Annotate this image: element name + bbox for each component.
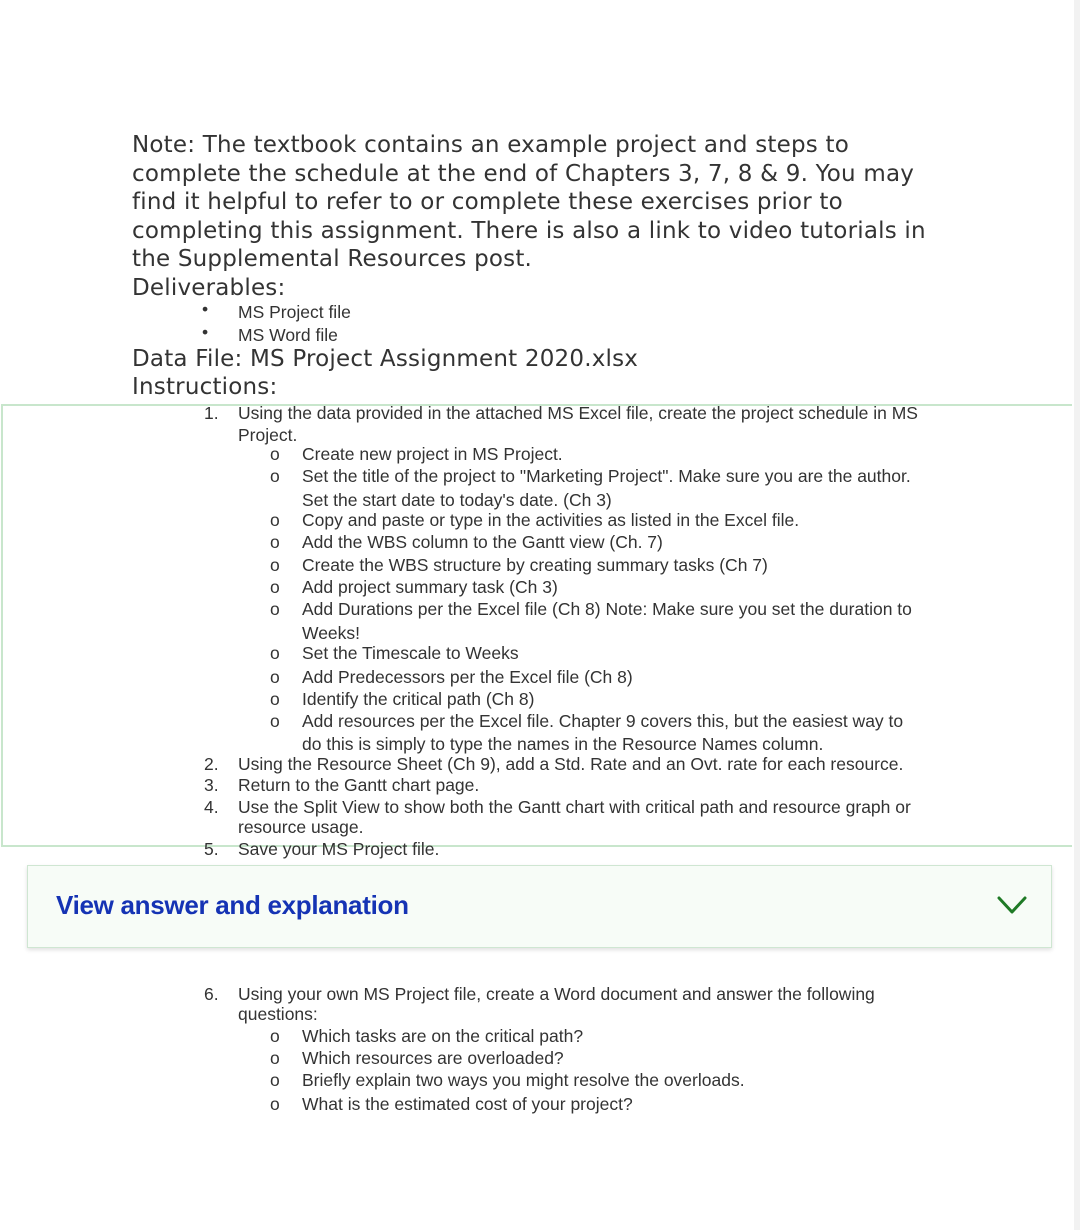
instructions-heading: Instructions:: [132, 374, 278, 400]
sub-marker: o: [270, 532, 280, 552]
sub-text-cont: do this is simply to type the names in the Resource Names column.: [302, 734, 824, 754]
step-number: 2.: [204, 754, 219, 774]
sub-text: Add Predecessors per the Excel file (Ch 8): [302, 667, 633, 687]
sub-text-cont: Set the start date to today's date. (Ch 3): [302, 490, 612, 510]
page-scrollbar[interactable]: [1074, 0, 1080, 1230]
view-answer-button[interactable]: [27, 865, 1052, 948]
bullet-marker: •: [202, 299, 209, 319]
step-text: Return to the Gantt chart page.: [238, 775, 480, 795]
sub-marker: o: [270, 577, 280, 597]
sub-marker: o: [270, 1026, 280, 1046]
step-number: 3.: [204, 775, 219, 795]
sub-text: Identify the critical path (Ch 8): [302, 689, 535, 709]
sub-text: Copy and paste or type in the activities as listed in the Excel file.: [302, 510, 800, 530]
sub-marker: o: [270, 1048, 280, 1068]
note-paragraph: Note: The textbook contains an example project and steps to complete the schedule at the end of Chapters 3, 7, 8 & 9. You may find it helpful to refer to or complete these exercises prior to completing this assignment. There is also a link to video tutorials in the Supplemental Resources post.: [132, 132, 926, 272]
step-number: 4.: [204, 797, 219, 817]
deliverables-heading: Deliverables:: [132, 274, 286, 301]
sub-marker: o: [270, 555, 280, 575]
sub-text: Briefly explain two ways you might resolve the overloads.: [302, 1070, 745, 1090]
step-number: 5.: [204, 839, 219, 859]
step-text: Using your own MS Project file, create a Word document and answer the following: [238, 984, 875, 1004]
step-text-cont: questions:: [238, 1004, 318, 1024]
step-text: Using the Resource Sheet (Ch 9), add a Std. Rate and an Ovt. rate for each resource.: [238, 754, 904, 774]
sub-marker: o: [270, 510, 280, 530]
sub-marker: o: [270, 643, 280, 663]
data-file-heading: Data File: MS Project Assignment 2020.xlsx: [132, 346, 639, 372]
document-body: [132, 131, 952, 302]
sub-marker: o: [270, 689, 280, 709]
sub-marker: o: [270, 599, 280, 619]
sub-marker: o: [270, 711, 280, 731]
chevron-down-icon: [997, 895, 1027, 915]
bullet-marker: •: [202, 322, 209, 342]
step-text: Use the Split View to show both the Gantt chart with critical path and resource graph or: [238, 797, 911, 817]
sub-text-cont: Weeks!: [302, 623, 361, 643]
sub-text: Add resources per the Excel file. Chapter 9 covers this, but the easiest way to: [302, 711, 904, 731]
sub-text: Create new project in MS Project.: [302, 444, 563, 464]
sub-text: Set the title of the project to "Marketing Project". Make sure you are the author.: [302, 466, 911, 486]
sub-marker: o: [270, 667, 280, 687]
step-text: Save your MS Project file.: [238, 839, 440, 859]
sub-marker: o: [270, 1070, 280, 1090]
sub-text: What is the estimated cost of your project?: [302, 1094, 633, 1114]
step-text-cont: resource usage.: [238, 817, 364, 837]
view-answer-label: View answer and explanation: [56, 890, 409, 920]
deliverable-text: MS Project file: [238, 302, 351, 322]
sub-text: Add the WBS column to the Gantt view (Ch. 7): [302, 532, 663, 552]
step-text: Using the data provided in the attached MS Excel file, create the project schedule in MS: [238, 403, 918, 423]
sub-text: Which tasks are on the critical path?: [302, 1026, 584, 1046]
sub-text: Which resources are overloaded?: [302, 1048, 564, 1068]
sub-text: Create the WBS structure by creating summary tasks (Ch 7): [302, 555, 768, 575]
deliverable-text: MS Word file: [238, 325, 338, 345]
step-number: 1.: [204, 403, 219, 423]
sub-text: Add Durations per the Excel file (Ch 8) Note: Make sure you set the duration to: [302, 599, 912, 619]
sub-marker: o: [270, 444, 280, 464]
step-number: 6.: [204, 984, 219, 1004]
sub-marker: o: [270, 466, 280, 486]
sub-text: Add project summary task (Ch 3): [302, 577, 558, 597]
sub-text: Set the Timescale to Weeks: [302, 643, 519, 663]
sub-marker: o: [270, 1094, 280, 1114]
step-text-cont: Project.: [238, 425, 298, 445]
